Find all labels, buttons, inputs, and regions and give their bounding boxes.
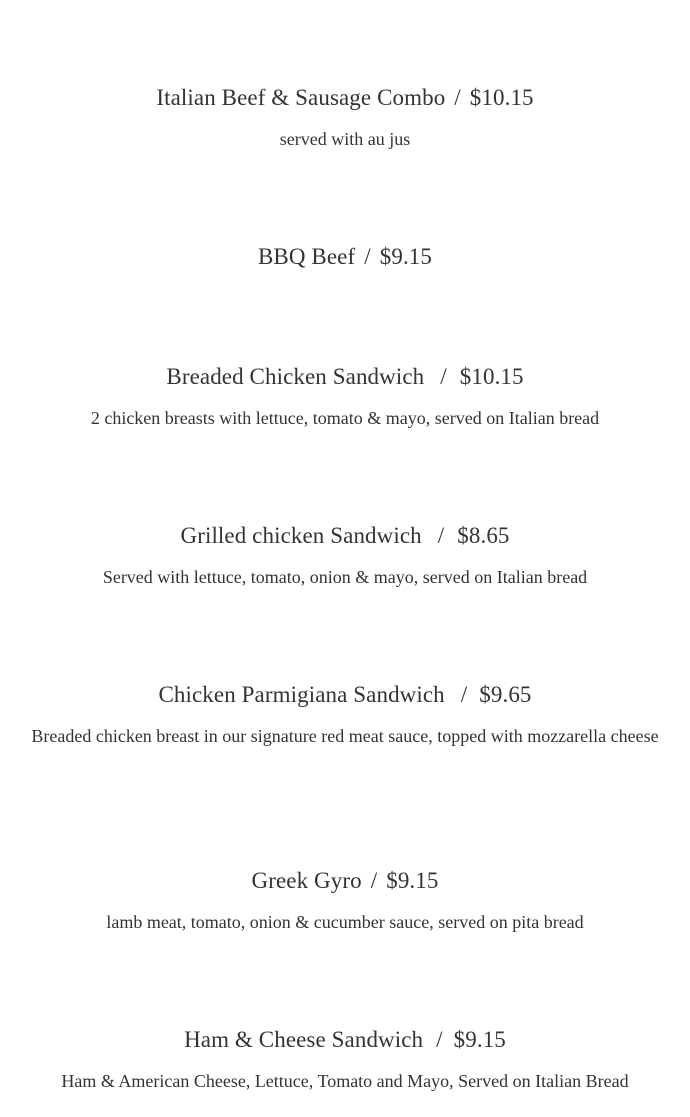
menu-item-price: $9.15	[453, 1027, 506, 1052]
menu-item	[0, 681, 690, 750]
menu-item	[0, 84, 690, 153]
menu-item-title	[0, 681, 690, 709]
menu-item-description: served with au jus	[279, 129, 411, 149]
menu-item-description: Ham & American Cheese, Lettuce, Tomato and Mayo, Served on Italian Bread	[61, 1071, 629, 1091]
menu-item-description: 2 chicken breasts with lettuce, tomato & mayo, served on Italian bread	[90, 408, 600, 428]
menu-item-description: Breaded chicken breast in our signature red meat sauce, topped with mozzarella cheese	[31, 726, 659, 746]
menu-item	[0, 243, 690, 271]
menu-item-price: $10.15	[459, 364, 524, 389]
menu-item-name: Grilled chicken Sandwich	[180, 523, 422, 548]
menu-item-title	[0, 363, 690, 391]
menu-item-name: Italian Beef & Sausage Combo	[156, 85, 446, 110]
menu-item	[0, 1026, 690, 1095]
menu-item-name: BBQ Beef	[257, 244, 356, 269]
menu-item	[0, 867, 690, 936]
price-separator: /	[370, 868, 378, 893]
price-separator: /	[454, 85, 461, 110]
menu-item-name: Breaded Chicken Sandwich	[166, 364, 425, 389]
menu-item	[0, 363, 690, 432]
price-separator: /	[436, 1027, 443, 1052]
menu-item-price: $9.65	[479, 682, 532, 707]
menu-item-description: lamb meat, tomato, onion & cucumber sauce, served on pita bread	[106, 912, 584, 932]
menu-item-price: $9.15	[386, 868, 439, 893]
menu-item-title	[0, 84, 690, 112]
menu-item-price: $8.65	[457, 523, 510, 548]
menu-item-title	[0, 243, 690, 271]
menu-item-name: Greek Gyro	[251, 868, 362, 893]
menu-item-name: Chicken Parmigiana Sandwich	[158, 682, 445, 707]
price-separator: /	[460, 682, 468, 707]
menu-item-price: $10.15	[469, 85, 534, 110]
menu-item-name: Ham & Cheese Sandwich	[184, 1027, 424, 1052]
price-separator: /	[437, 523, 445, 548]
menu-item-description: Served with lettuce, tomato, onion & mayo, served on Italian bread	[102, 567, 588, 587]
menu-item-title	[0, 1026, 690, 1054]
price-separator: /	[440, 364, 447, 389]
menu-item-title	[0, 867, 690, 895]
menu-item-title	[0, 522, 690, 550]
menu-item-price: $9.15	[379, 244, 432, 269]
price-separator: /	[364, 244, 371, 269]
menu-item	[0, 522, 690, 591]
